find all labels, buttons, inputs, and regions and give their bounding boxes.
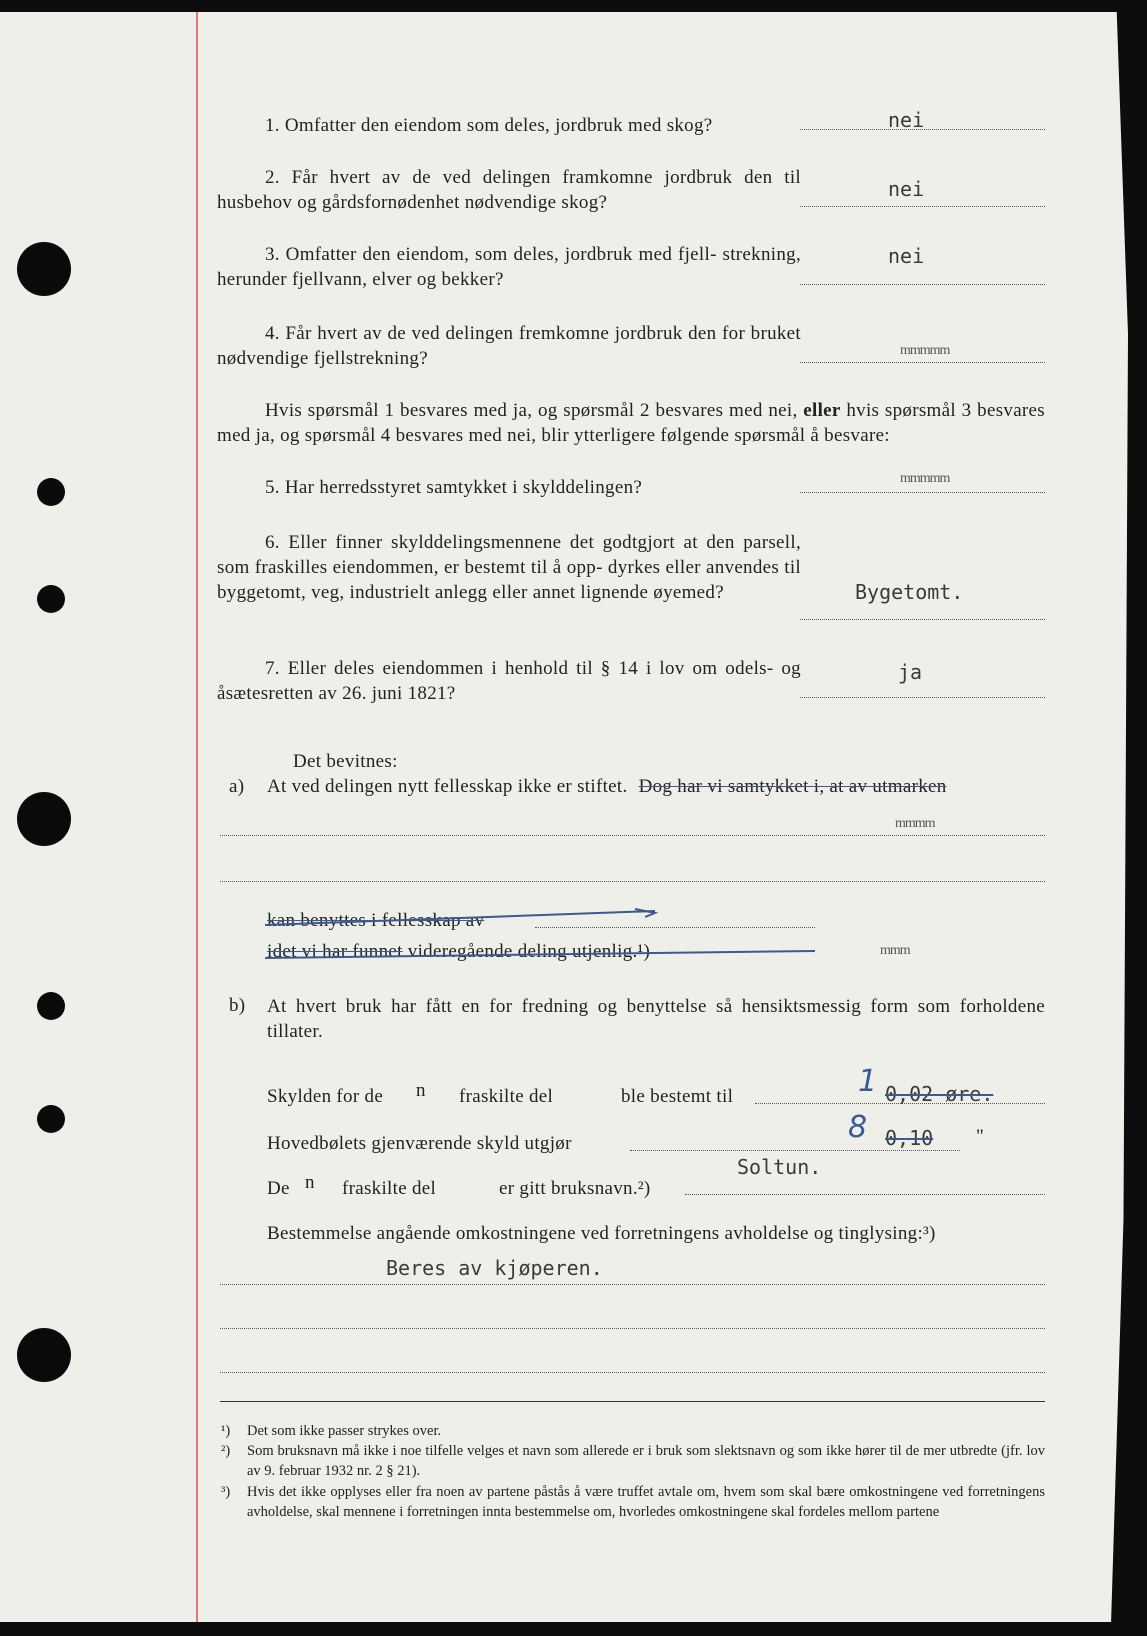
footnote-rule [220,1401,1045,1402]
answer-2: nei [888,177,925,201]
skyld-row2-typed: 0,10 [885,1126,934,1150]
skyld-row1-n: n [416,1080,426,1101]
skyld-row1-hand: 1 [858,1064,878,1099]
certify-a-line3-struck: idet vi har funnet [267,941,403,962]
answer-line [800,619,1045,620]
skyld-row3-c: er gitt bruksnavn.²) [499,1178,651,1199]
answer-line [800,284,1045,285]
fill-line [220,1284,1045,1285]
answer-5: mmmmm [900,471,950,486]
punch-hole [17,242,71,296]
footnote-3: ³) Hvis det ikke opplyses eller fra noen av partene påstås å være truffet avtale om, hvem som skal bære omkostningene ved forretningens avholdelse, skal mennene i forretningen innta bestemmelse om, hvorledes omkostningene skal fordeles mellom partene [221,1484,1045,1520]
answer-7: ja [898,660,923,684]
skyld-row1-b: fraskilte del [459,1086,554,1107]
skyld-row1-typed: 0,02 øre. [885,1082,994,1106]
certify-a-filler2: mmm [880,943,910,958]
skyld-row1-c: ble bestemt til [621,1086,734,1107]
certify-b-text: At hvert bruk har fått en for fredning og benyttelse så hensiktsmessig form som forholdene tillater. [267,996,1045,1042]
fill-line [220,881,1045,882]
fill-line [630,1150,960,1151]
answer-4: mmmmm [900,343,950,358]
certify-heading: Det bevitnes: [293,751,398,772]
punch-hole [37,585,65,613]
answer-3: nei [888,244,925,268]
answer-6: Bygetomt. [855,580,964,604]
punch-hole [17,792,71,846]
skyld-row1-a: Skylden for de [267,1086,384,1107]
answer-line [800,362,1045,363]
skyld-row3-b: fraskilte del [342,1178,437,1199]
certify-a-text [267,776,947,798]
punch-hole [37,1105,65,1133]
question-6: 6. Eller finner skylddelingsmennene det godtgjort at den parsell, som fraskilles eiendommen, er bestemt til å opp- dyrkes eller anvendes til byggetomt, veg, industrielt anlegg eller annet lignende øyemed? [217,532,801,603]
fill-line [685,1194,1045,1195]
condition-before: Hvis spørsmål 1 besvares med ja, og spørsmål 2 besvares med nei, [265,400,798,421]
margin-line [196,12,198,1622]
skyld-row3-typed: Soltun. [737,1155,822,1179]
punch-hole [37,478,65,506]
question-2: 2. Får hvert av de ved delingen framkomne jordbruk den til husbehov og gårdsfornødenhet nødvendige skog? [217,167,801,213]
fill-line [220,835,1045,836]
answer-line [800,206,1045,207]
footnote-2: ²) Som bruksnavn må ikke i noe tilfelle velges et navn som allerede er i bruk som slektsnavn og som ikke hører til de mer utbredte (jfr. lov av 9. februar 1932 nr. 2 § 21). [221,1443,1045,1479]
skyld-row2: Hovedbølets gjenværende skyld utgjør [267,1133,572,1154]
question-5: 5. Har herredsstyret samtykket i skylddelingen? [265,477,643,498]
question-3: 3. Omfatter den eiendom, som deles, jordbruk med fjell- strekning, herunder fjellvann, elver og bekker? [217,244,801,290]
strike-stroke [255,905,815,965]
condition-bold: eller [803,400,841,421]
answer-line [800,492,1045,493]
condition-paragraph [217,398,1045,448]
certify-a-main: At ved delingen nytt fellesskap ikke er stiftet. [267,776,628,797]
punch-hole [17,1328,71,1382]
fill-line [220,1372,1045,1373]
footnote-1: ¹) Det som ikke passer strykes over. [221,1423,442,1439]
answer-line [800,697,1045,698]
condition-after: hvis spørsmål 3 besvares med ja, og spørsmål 4 besvares med nei, blir ytterligere følgende spørsmål å besvare: [217,400,1045,446]
certify-b-label: b) [229,995,246,1016]
skyld-row3-n: n [305,1172,315,1193]
costs-typed: Beres av kjøperen. [386,1256,603,1280]
skyld-row2-ditto: " [976,1126,985,1147]
certify-a-line3-text: videregående deling utjenlig.¹) [407,941,651,962]
costs-text: Bestemmelse angående omkostningene ved forretningens avholdelse og tinglysing:³) [267,1223,936,1244]
certify-a-filler: mmmm [895,816,935,831]
question-7: 7. Eller deles eiendommen i henhold til § 14 i lov om odels- og åsætesretten av 26. juni 1821? [217,658,801,704]
skyld-row3-a: De [267,1178,290,1199]
answer-1: nei [888,108,925,132]
question-4: 4. Får hvert av de ved delingen fremkomne jordbruk den for bruket nødvendige fjellstrekning? [217,323,801,369]
certify-a-label: a) [229,776,245,797]
certify-a-line2-text: kan benyttes i fellesskap av [267,910,485,931]
skyld-row2-hand: 8 [848,1110,868,1145]
punch-hole [37,992,65,1020]
question-1: 1. Omfatter den eiendom som deles, jordbruk med skog? [265,115,713,136]
fill-line [220,1328,1045,1329]
certify-a-struck: Dog har vi samtykket i, at av utmarken [638,776,947,797]
